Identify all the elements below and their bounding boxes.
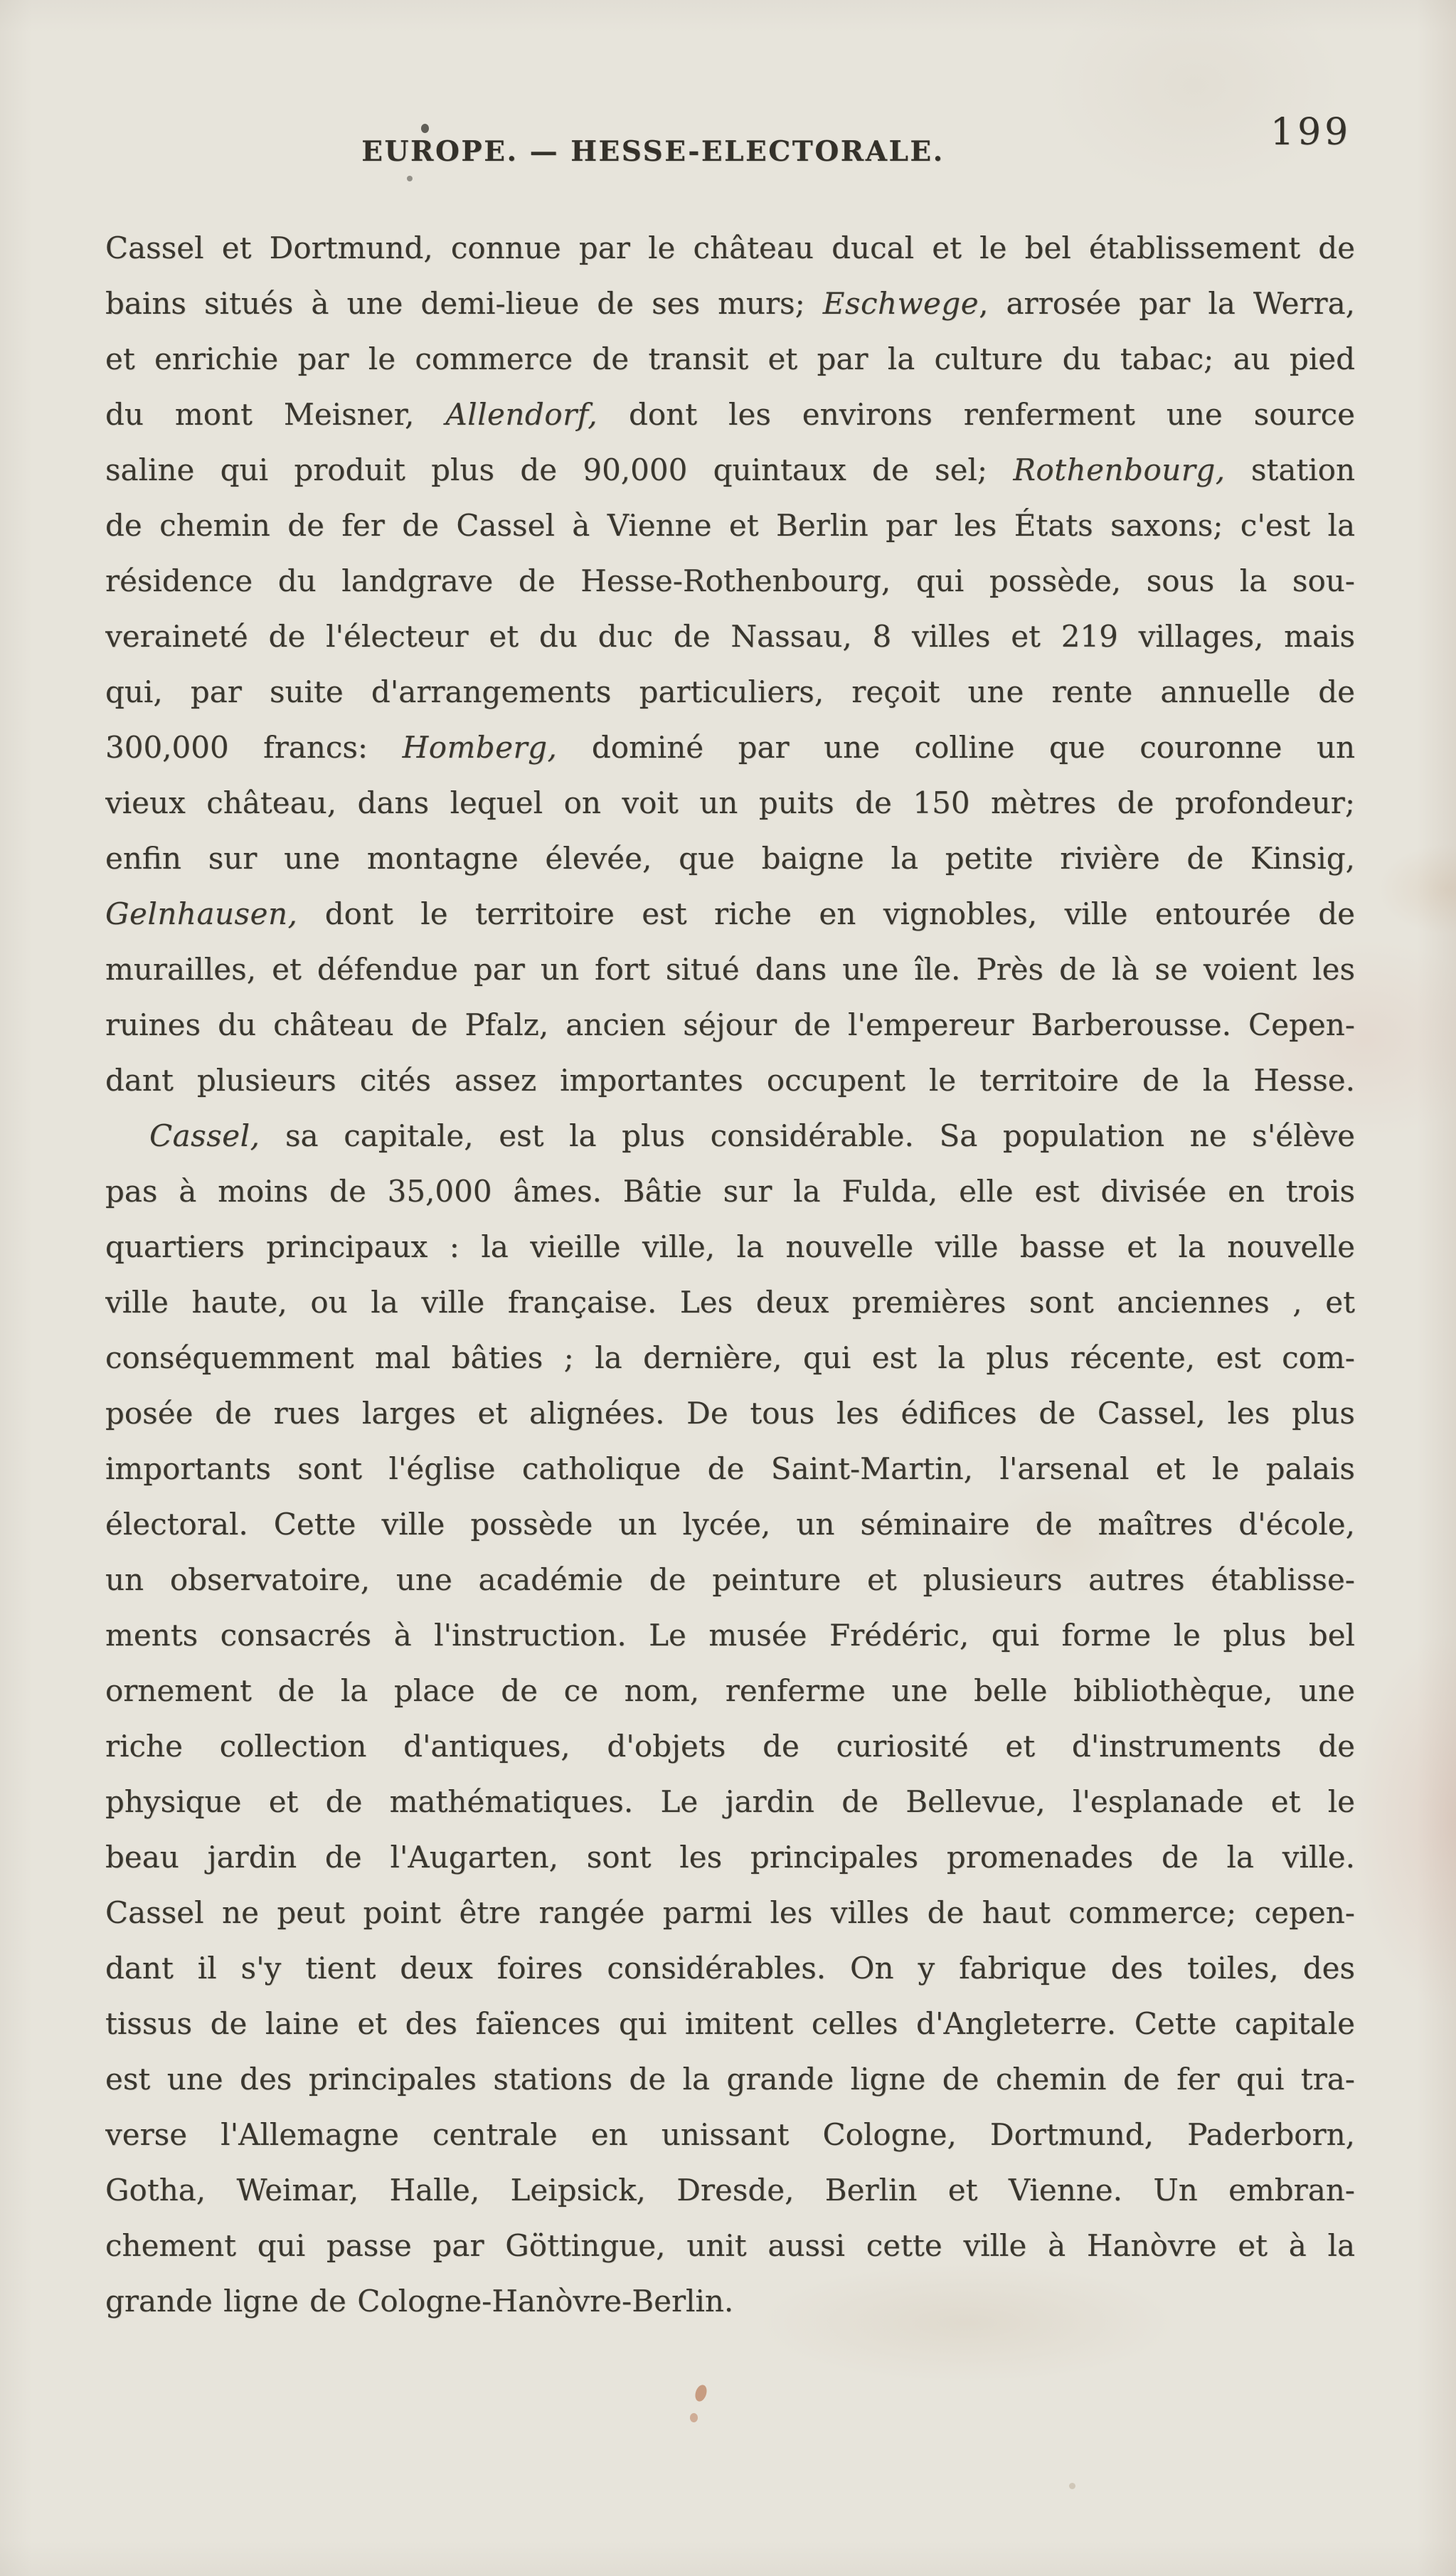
text-line bbox=[105, 664, 1355, 720]
text-run: , arrosée par la Werra, bbox=[979, 286, 1355, 321]
text-run: dant plusieurs cités assez importantes occupent le territoire de la Hesse. bbox=[105, 1063, 1355, 1098]
ink-speck bbox=[407, 176, 413, 181]
text-run: un observatoire, une académie de peinture et plusieurs autres établisse- bbox=[105, 1562, 1355, 1597]
text-line bbox=[105, 1663, 1355, 1719]
text-line bbox=[105, 387, 1355, 442]
text-line bbox=[105, 221, 1355, 276]
foxing-stain bbox=[690, 2413, 698, 2422]
text-run: physique et de mathématiques. Le jardin de Bellevue, l'esplanade et le bbox=[105, 1784, 1355, 1819]
text-run: saline qui produit plus de 90,000 quintaux de sel; bbox=[105, 452, 1014, 487]
text-run: Cassel ne peut point être rangée parmi les villes de haut commerce; cepen- bbox=[105, 1895, 1355, 1930]
header-title: EUROPE. — HESSE-ELECTORALE. bbox=[361, 135, 945, 168]
text-line bbox=[105, 553, 1355, 609]
text-line bbox=[105, 720, 1355, 775]
text-run: résidence du landgrave de Hesse-Rothenbourg, qui possède, sous la sou- bbox=[105, 563, 1355, 598]
text-run: enfin sur une montagne élevée, que baigne la petite rivière de Kinsig, bbox=[105, 841, 1355, 876]
text-run: ornement de la place de ce nom, renferme une belle bibliothèque, une bbox=[105, 1673, 1355, 1708]
text-line bbox=[105, 831, 1355, 886]
text-line bbox=[105, 1330, 1355, 1386]
text-run: vieux château, dans lequel on voit un puits de 150 mètres de profondeur; bbox=[105, 785, 1355, 820]
text-run: station bbox=[1225, 452, 1355, 487]
foxing-stain bbox=[1069, 2483, 1075, 2489]
text-run: beau jardin de l'Augarten, sont les principales promenades de la ville. bbox=[105, 1840, 1355, 1875]
italic-text: Eschwege bbox=[822, 286, 979, 321]
text-run: quartiers principaux : la vieille ville, la nouvelle ville basse et la nouvelle bbox=[105, 1229, 1355, 1264]
text-line bbox=[105, 775, 1355, 831]
page-body bbox=[105, 221, 1355, 2329]
text-run: et enrichie par le commerce de transit et par la culture du tabac; au pied bbox=[105, 341, 1355, 376]
text-line bbox=[105, 886, 1355, 942]
text-line bbox=[105, 1275, 1355, 1330]
text-run: dont les environs renferment une source bbox=[597, 397, 1355, 432]
text-line bbox=[105, 1885, 1355, 1941]
text-run: posée de rues larges et alignées. De tous les édifices de Cassel, les plus bbox=[105, 1396, 1355, 1431]
text-line bbox=[105, 997, 1355, 1053]
ink-speck bbox=[421, 124, 429, 133]
text-line bbox=[105, 2107, 1355, 2163]
text-line bbox=[105, 1164, 1355, 1219]
text-line bbox=[105, 1053, 1355, 1108]
text-run: ments consacrés à l'instruction. Le musée Frédéric, qui forme le plus bel bbox=[105, 1618, 1355, 1653]
text-run: conséquemment mal bâties ; la dernière, qui est la plus récente, est com- bbox=[105, 1340, 1355, 1375]
text-run: qui, par suite d'arrangements particuliers, reçoit une rente annuelle de bbox=[105, 674, 1355, 709]
italic-text: Gelnhausen, bbox=[105, 896, 298, 931]
italic-text: Rothenbourg, bbox=[1013, 452, 1226, 487]
text-run: de chemin de fer de Cassel à Vienne et Berlin par les États saxons; c'est la bbox=[105, 508, 1355, 543]
text-run: sa capitale, est la plus considérable. Sa population ne s'élève bbox=[260, 1118, 1355, 1153]
italic-text: Cassel, bbox=[149, 1118, 260, 1153]
text-run: importants sont l'église catholique de Saint-Martin, l'arsenal et le palais bbox=[105, 1451, 1355, 1486]
text-line bbox=[105, 1941, 1355, 1996]
text-run: verse l'Allemagne centrale en unissant Cologne, Dortmund, Paderborn, bbox=[105, 2117, 1355, 2152]
text-line bbox=[105, 2052, 1355, 2107]
text-run: 300,000 francs: bbox=[105, 730, 403, 765]
text-line bbox=[105, 2274, 1355, 2329]
text-run: du mont Meisner, bbox=[105, 397, 446, 432]
text-run: ruines du château de Pfalz, ancien séjour de l'empereur Barberousse. Cepen- bbox=[105, 1007, 1355, 1042]
paragraph bbox=[105, 1108, 1355, 2329]
running-header bbox=[0, 0, 1456, 185]
text-run: veraineté de l'électeur et du duc de Nassau, 8 villes et 219 villages, mais bbox=[105, 619, 1355, 654]
text-run: chement qui passe par Göttingue, unit aussi cette ville à Hanòvre et à la bbox=[105, 2228, 1355, 2263]
text-line bbox=[105, 1441, 1355, 1497]
text-run: est une des principales stations de la grande ligne de chemin de fer qui tra- bbox=[105, 2062, 1355, 2097]
text-line bbox=[105, 2163, 1355, 2218]
text-line bbox=[105, 1608, 1355, 1663]
page-number: 199 bbox=[1270, 111, 1352, 154]
text-line bbox=[105, 1108, 1355, 1164]
text-run: bains situés à une demi-lieue de ses murs; bbox=[105, 286, 823, 321]
text-line bbox=[105, 1996, 1355, 2052]
text-line bbox=[105, 1386, 1355, 1441]
paragraph bbox=[105, 221, 1355, 1108]
text-run: riche collection d'antiques, d'objets de curiosité et d'instruments de bbox=[105, 1729, 1355, 1764]
text-run: tissus de laine et des faïences qui imitent celles d'Angleterre. Cette capitale bbox=[105, 2006, 1355, 2041]
text-run: dant il s'y tient deux foires considérables. On y fabrique des toiles, des bbox=[105, 1951, 1355, 1986]
text-run: pas à moins de 35,000 âmes. Bâtie sur la Fulda, elle est divisée en trois bbox=[105, 1174, 1355, 1209]
text-line bbox=[105, 1774, 1355, 1830]
text-line bbox=[105, 942, 1355, 997]
text-line bbox=[105, 1719, 1355, 1774]
text-line bbox=[105, 498, 1355, 553]
text-run: grande ligne de Cologne-Hanòvre-Berlin. bbox=[105, 2284, 734, 2318]
text-line bbox=[105, 2218, 1355, 2274]
text-run: électoral. Cette ville possède un lycée, un séminaire de maîtres d'école, bbox=[105, 1507, 1355, 1542]
text-line bbox=[105, 332, 1355, 387]
text-line bbox=[105, 1552, 1355, 1608]
text-line bbox=[105, 276, 1355, 332]
italic-text: Homberg, bbox=[402, 730, 558, 765]
text-run: ville haute, ou la ville française. Les deux premières sont anciennes , et bbox=[105, 1285, 1355, 1320]
text-run: dominé par une colline que couronne un bbox=[557, 730, 1355, 765]
text-run: Gotha, Weimar, Halle, Leipsick, Dresde, Berlin et Vienne. Un embran- bbox=[105, 2173, 1355, 2207]
text-line bbox=[105, 1219, 1355, 1275]
text-run: murailles, et défendue par un fort situé dans une île. Près de là se voient les bbox=[105, 952, 1355, 987]
italic-text: Allendorf, bbox=[445, 397, 598, 432]
text-line bbox=[105, 1830, 1355, 1885]
text-line bbox=[105, 442, 1355, 498]
text-run: Cassel et Dortmund, connue par le château ducal et le bel établissement de bbox=[105, 230, 1355, 265]
foxing-stain bbox=[694, 2383, 709, 2402]
text-line bbox=[105, 609, 1355, 664]
text-run: dont le territoire est riche en vignobles, ville entourée de bbox=[297, 896, 1355, 931]
text-line bbox=[105, 1497, 1355, 1552]
